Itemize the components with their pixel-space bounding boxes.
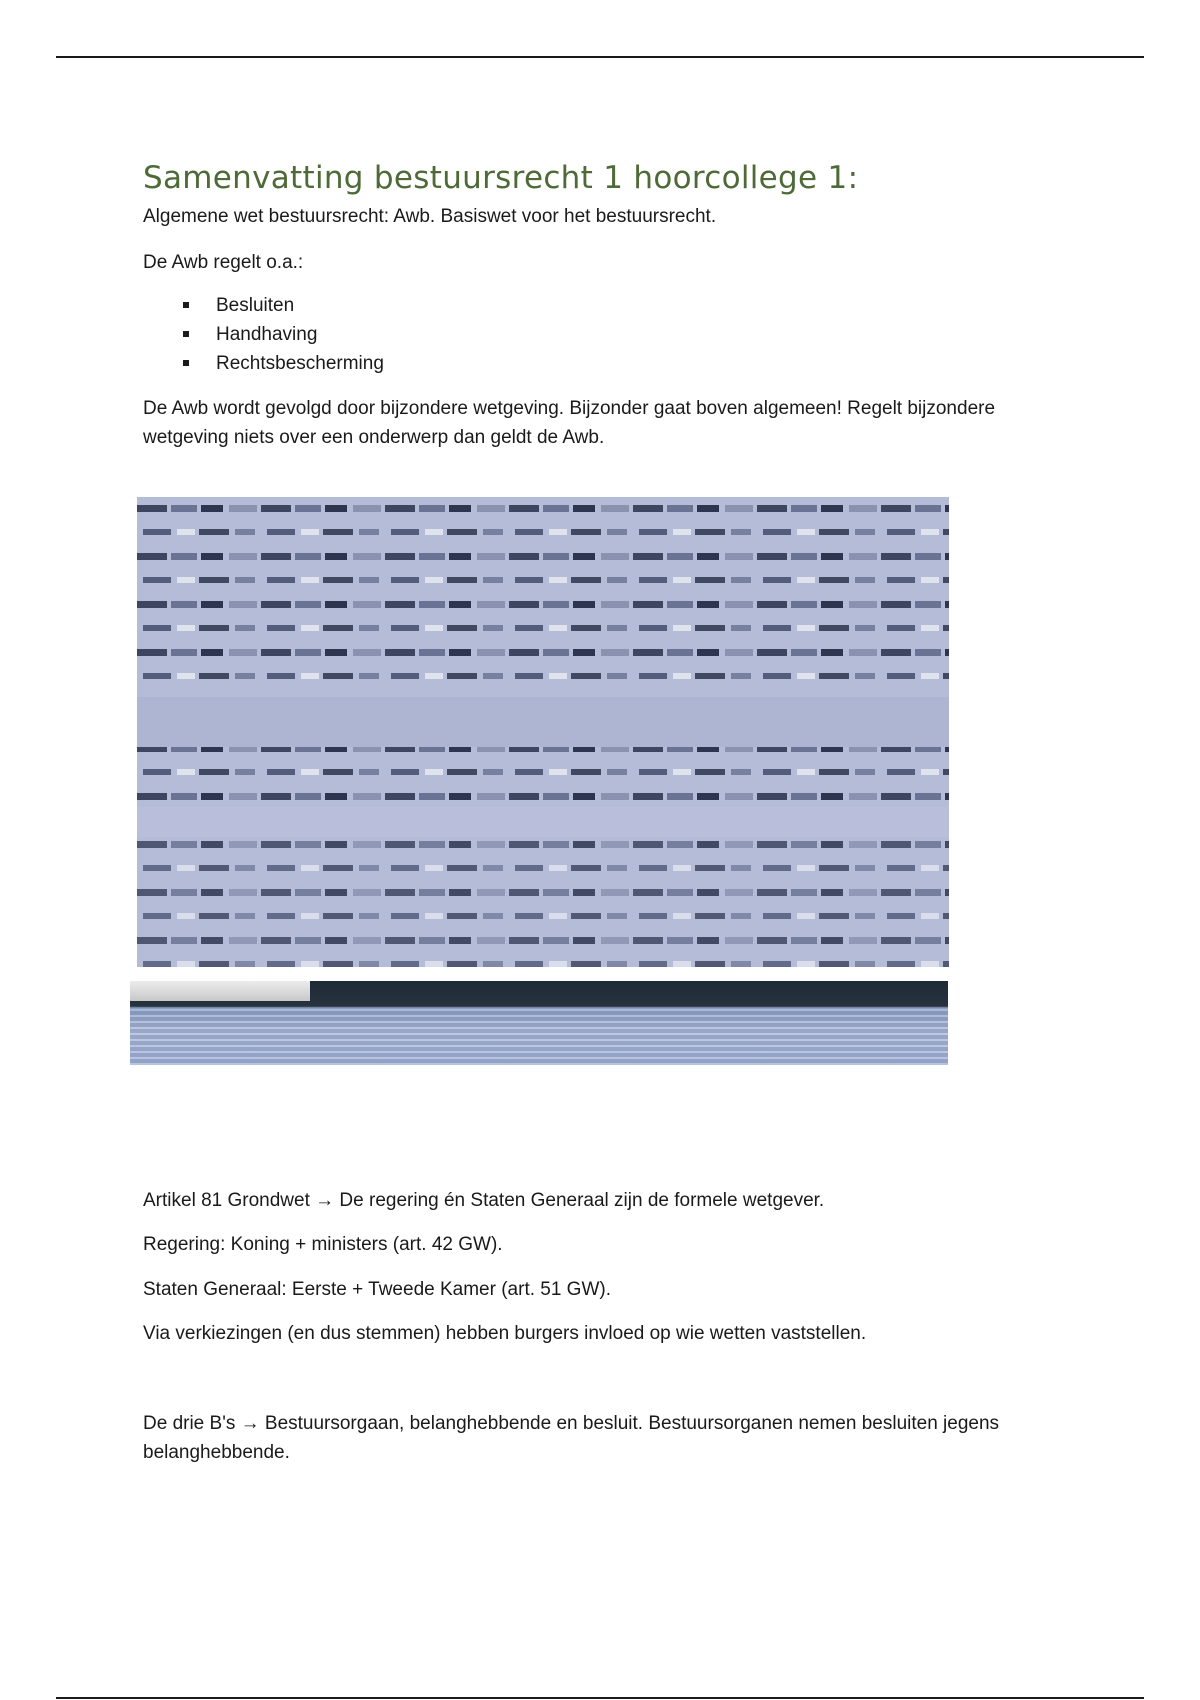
bullet-list [143, 291, 1073, 378]
regelt-label: De Awb regelt o.a.: [143, 252, 304, 273]
footer-rule [56, 1697, 1144, 1699]
artikel81-lead: Artikel 81 Grondwet [143, 1190, 310, 1211]
bullet-item-besluiten: Besluiten [143, 291, 1073, 320]
artikel81-paragraph [143, 1186, 1073, 1215]
regering-paragraph: Regering: Koning + ministers (art. 42 GW). [143, 1234, 503, 1255]
document-body-lower [143, 1186, 1073, 1467]
bullet-item-handhaving: Handhaving [143, 320, 1073, 349]
bijzonder-paragraph: De Awb wordt gevolgd door bijzondere wetgeving. Bijzonder gaat boven algemeen! Regelt bijzondere wetgeving niets over een onderwerp dan geldt de Awb. [143, 398, 996, 448]
strip-image [130, 981, 948, 1065]
header-rule [56, 56, 1144, 58]
staten-generaal-paragraph: Staten Generaal: Eerste + Tweede Kamer (art. 51 GW). [143, 1279, 612, 1300]
drie-bs-lead: De drie B's [143, 1413, 236, 1434]
drie-bs-rest: Bestuursorgaan, belanghebbende en besluit. Bestuursorganen nemen besluiten jegens belanghebbende. [143, 1413, 1000, 1463]
blurred-image-graphic [137, 497, 949, 967]
strip-image-lines [130, 1009, 948, 1065]
drie-bs-paragraph [143, 1409, 1073, 1467]
blurred-image [137, 497, 949, 967]
document-body [143, 160, 1073, 452]
artikel81-rest: De regering én Staten Generaal zijn de formele wetgever. [339, 1190, 825, 1211]
document-title: Samenvatting bestuursrecht 1 hoorcollege 1: [143, 160, 859, 196]
arrow-icon: → [240, 1413, 260, 1434]
verkiezingen-paragraph: Via verkiezingen (en dus stemmen) hebben burgers invloed op wie wetten vaststellen. [143, 1323, 867, 1344]
arrow-icon: → [315, 1190, 335, 1211]
bullet-item-rechtsbescherming: Rechtsbescherming [143, 349, 1073, 378]
strip-image-highlight [130, 981, 310, 1001]
intro-paragraph: Algemene wet bestuursrecht: Awb. Basiswet voor het bestuursrecht. [143, 206, 717, 227]
